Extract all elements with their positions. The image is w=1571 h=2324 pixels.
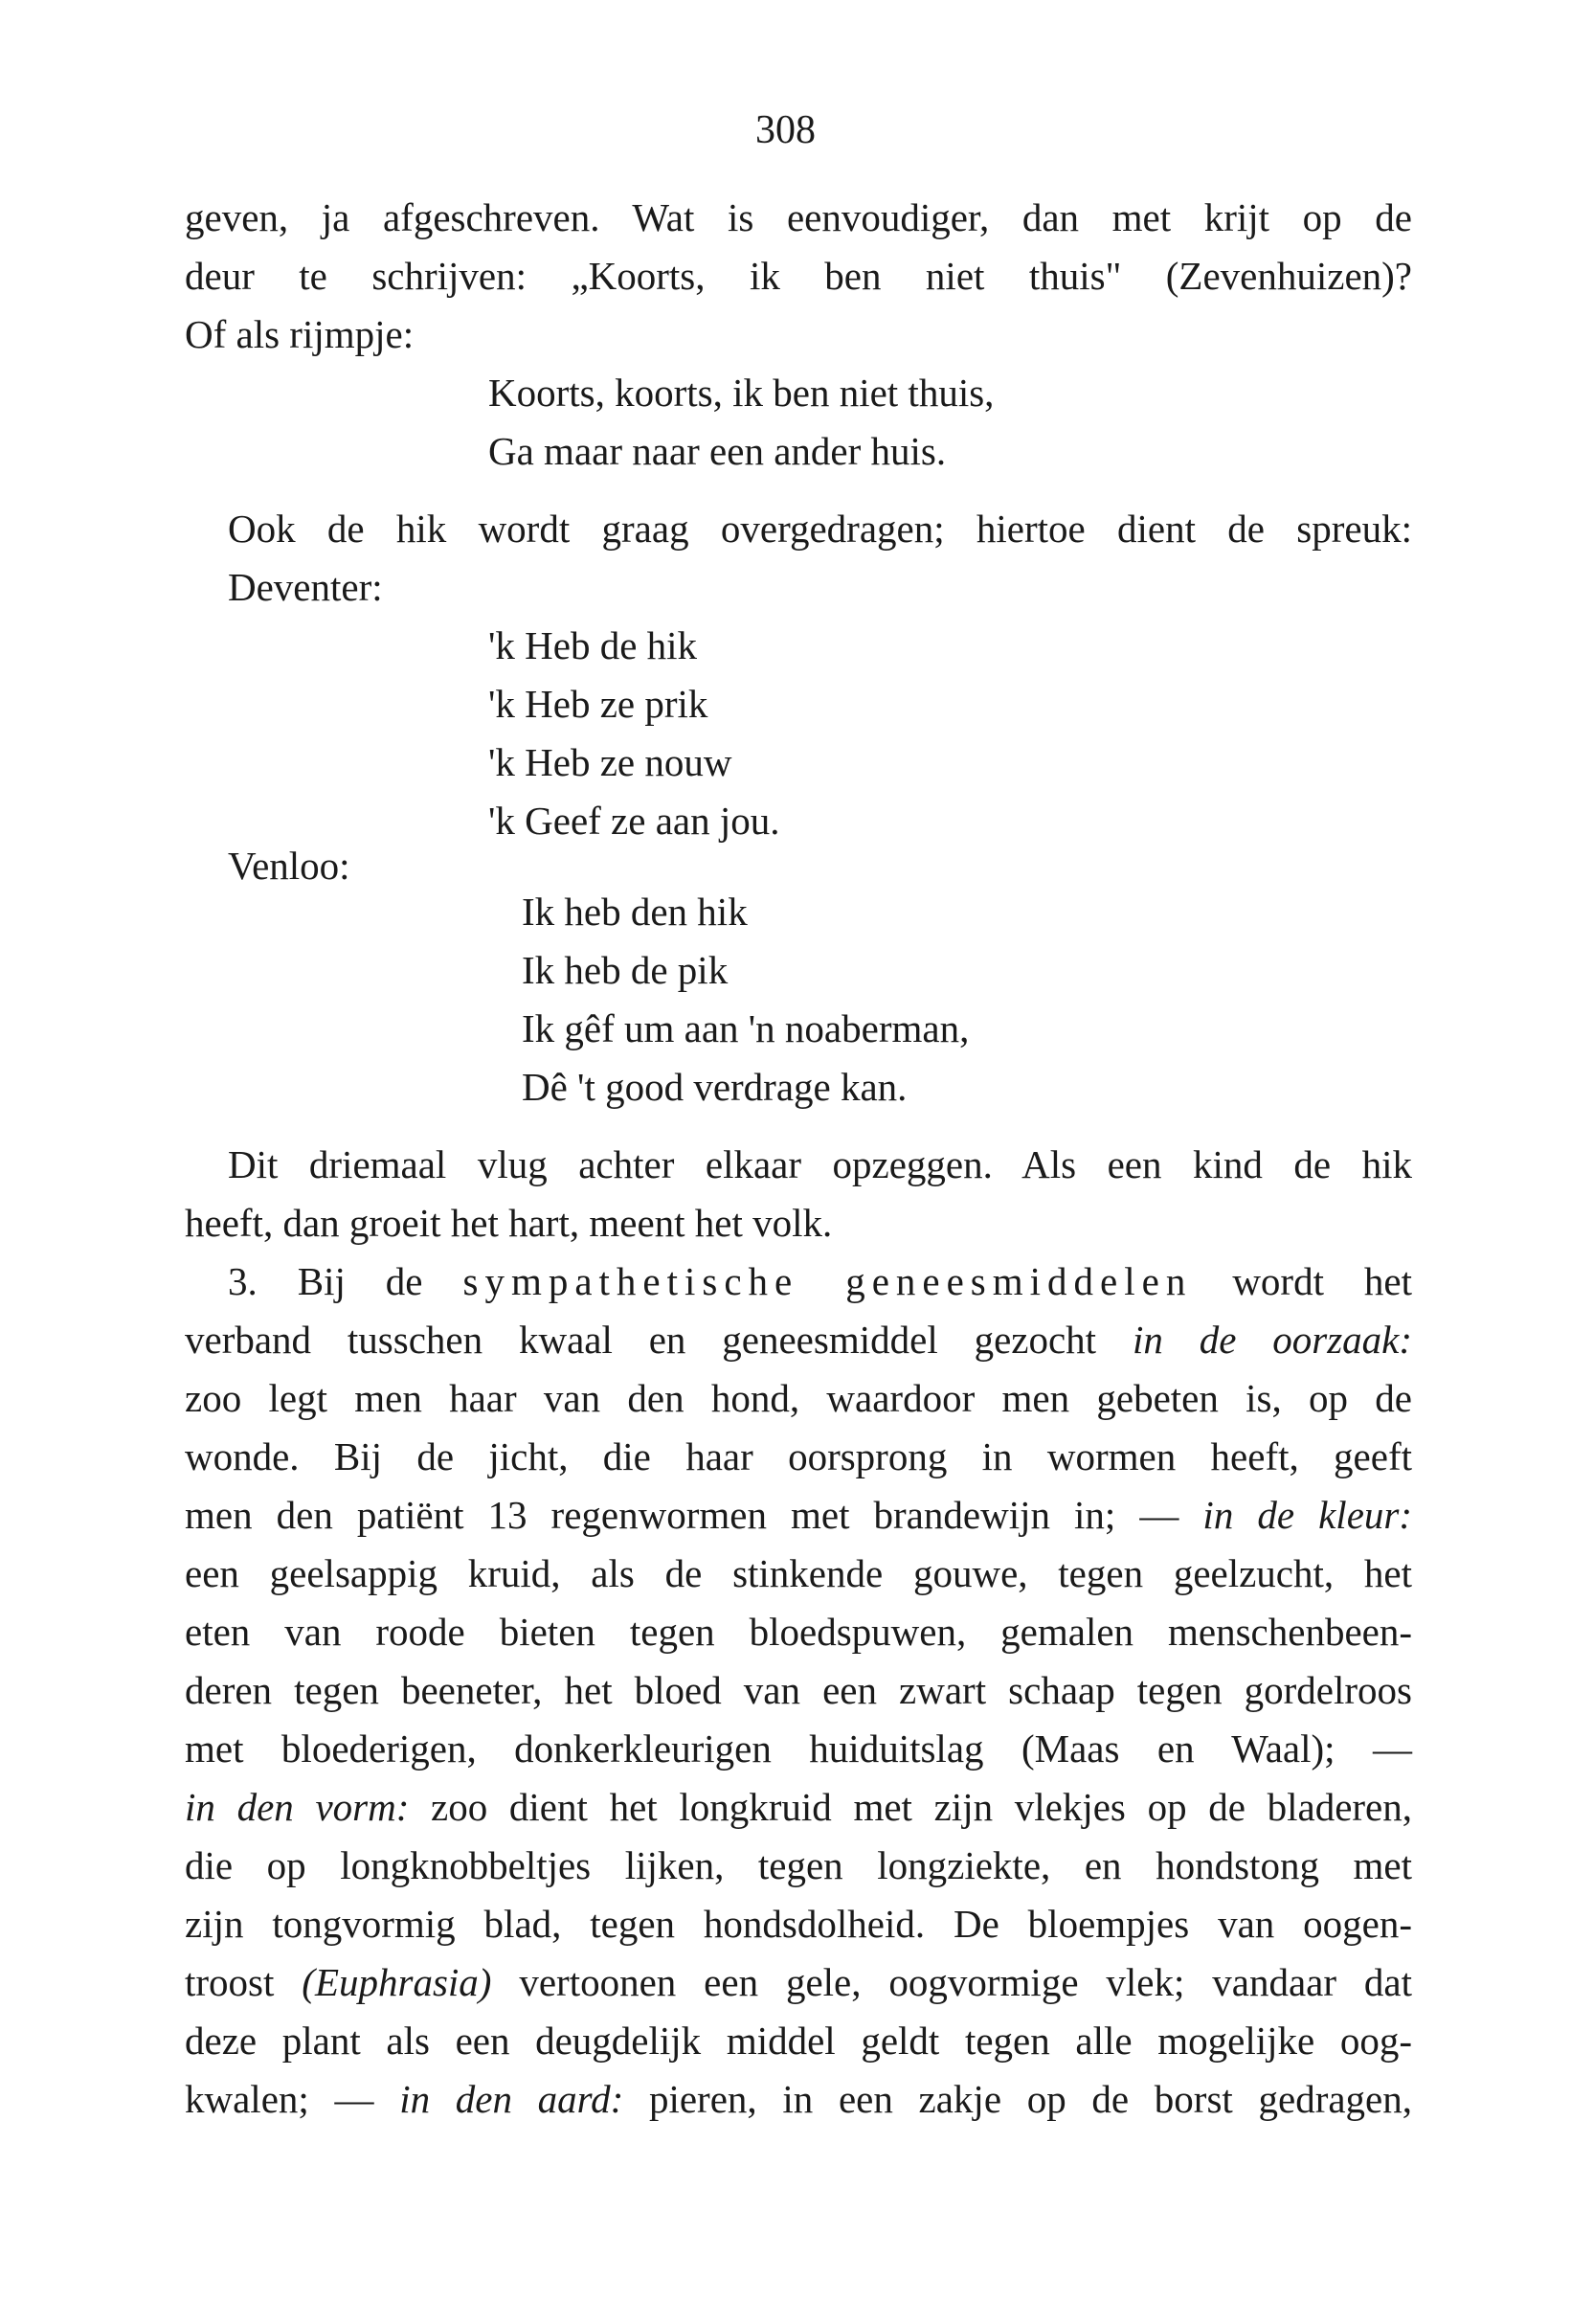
text-line: 3. Bij de sympathetische geneesmiddelen wordt het bbox=[228, 1259, 1413, 1303]
text-line: eten van roode bieten tegen bloedspuwen, gemalen menschenbeen- bbox=[185, 1610, 1412, 1654]
poem-line: 'k Heb de hik bbox=[488, 623, 698, 667]
italic-term: in den aard: bbox=[399, 2077, 624, 2121]
text-line: kwalen; — in den aard: pieren, in een zakje op de borst gedragen, bbox=[185, 2077, 1413, 2121]
text-line: een geelsappig kruid, als de stinkende gouwe, tegen geelzucht, het bbox=[185, 1551, 1412, 1595]
text-line: deur te schrijven: „Koorts, ik ben niet thuis" (Zevenhuizen)? bbox=[185, 254, 1412, 298]
text-line: met bloederigen, donkerkleurigen huiduitslag (Maas en Waal); — bbox=[185, 1726, 1412, 1771]
page-number: 308 bbox=[755, 108, 816, 152]
text-line: wonde. Bij de jicht, die haar oorsprong in wormen heeft, geeft bbox=[185, 1434, 1412, 1478]
poem-line: 'k Geef ze aan jou. bbox=[488, 799, 780, 843]
italic-term: in den vorm: bbox=[185, 1785, 410, 1829]
text-line: heeft, dan groeit het hart, meent het volk. bbox=[185, 1201, 833, 1245]
text-line: men den patiënt 13 regenwormen met brandewijn in; — in de kleur: bbox=[185, 1493, 1413, 1537]
text-line: zoo legt men haar van den hond, waardoor men gebeten is, op de bbox=[185, 1376, 1412, 1420]
text-line: verband tusschen kwaal en geneesmiddel gezocht in de oorzaak: bbox=[185, 1318, 1413, 1362]
text-line: troost (Euphrasia) vertoonen een gele, oogvormige vlek; vandaar dat bbox=[185, 1960, 1412, 2004]
spaced-term: sympathetische geneesmiddelen bbox=[462, 1259, 1193, 1303]
label-deventer: Deventer: bbox=[228, 565, 383, 609]
text-line: Ook de hik wordt graag overgedragen; hiertoe dient de spreuk: bbox=[228, 507, 1412, 551]
text-line: die op longknobbeltjes lijken, tegen longziekte, en hondstong met bbox=[185, 1843, 1412, 1887]
text-line: in den vorm: zoo dient het longkruid met zijn vlekjes op de bladeren, bbox=[185, 1785, 1412, 1829]
text-line: deren tegen beeneter, het bloed van een zwart schaap tegen gordelroos bbox=[185, 1668, 1412, 1712]
text-line: Of als rijmpje: bbox=[185, 312, 415, 356]
poem-line: Ik heb de pik bbox=[522, 948, 729, 992]
label-venloo: Venloo: bbox=[228, 844, 350, 888]
poem-line: Ik gêf um aan 'n noaberman, bbox=[522, 1006, 970, 1050]
poem-line: 'k Heb ze nouw bbox=[488, 740, 732, 784]
italic-term: (Euphrasia) bbox=[302, 1960, 492, 2004]
italic-term: in de kleur: bbox=[1202, 1493, 1413, 1537]
text-line: deze plant als een deugdelijk middel geldt tegen alle mogelijke oog- bbox=[185, 2019, 1412, 2063]
text-line: geven, ja afgeschreven. Wat is eenvoudiger, dan met krijt op de bbox=[185, 195, 1412, 239]
poem-line: Koorts, koorts, ik ben niet thuis, bbox=[488, 371, 995, 415]
poem-line: Ga maar naar een ander huis. bbox=[488, 429, 947, 473]
text-line: zijn tongvormig blad, tegen hondsdolheid. De bloempjes van oogen- bbox=[185, 1902, 1412, 1946]
poem-line: Dê 't good verdrage kan. bbox=[522, 1065, 908, 1109]
italic-term: in de oorzaak: bbox=[1132, 1318, 1413, 1362]
poem-line: 'k Heb ze prik bbox=[488, 682, 708, 726]
text-line: Dit driemaal vlug achter elkaar opzeggen. Als een kind de hik bbox=[228, 1142, 1412, 1186]
poem-line: Ik heb den hik bbox=[522, 890, 748, 934]
section-number: 3. bbox=[228, 1259, 258, 1303]
